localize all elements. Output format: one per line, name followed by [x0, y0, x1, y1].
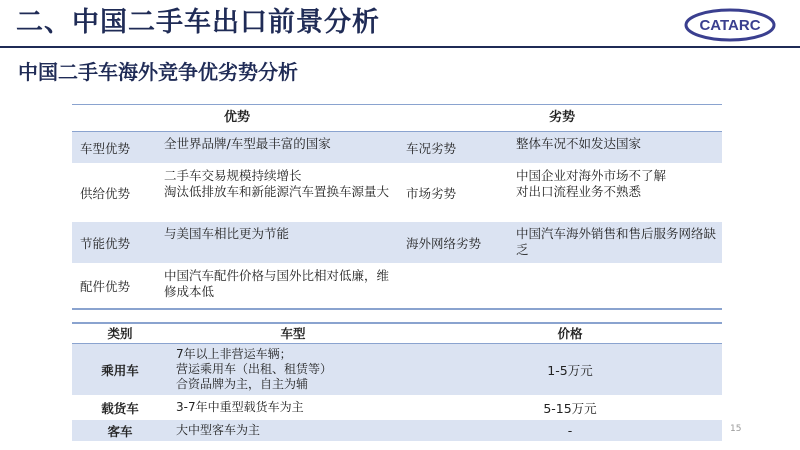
advantage-text: 全世界品牌/车型最丰富的国家 — [164, 136, 331, 151]
disadvantage-text — [508, 264, 722, 307]
comparison-row — [72, 164, 722, 222]
category-table — [72, 322, 722, 442]
disadvantage-text: 中国汽车海外销售和售后服务网络缺乏 — [516, 226, 717, 257]
category-row — [72, 420, 722, 442]
comparison-row — [72, 264, 722, 308]
category-row — [72, 396, 722, 420]
disadvantage-label — [398, 264, 508, 307]
disadvantage-text: 整体车况不如发达国家 — [516, 136, 642, 151]
header-price: 价格 — [557, 326, 583, 341]
catarc-logo — [684, 8, 776, 42]
category-price: 1-5万元 — [547, 362, 593, 378]
advantage-text: 中国汽车配件价格与国外比相对低廉，维修成本低 — [164, 268, 390, 299]
comparison-bottom-rule — [72, 308, 722, 310]
comparison-row — [72, 132, 722, 164]
page-number: 15 — [730, 424, 742, 434]
advantage-header: 优势 — [223, 110, 250, 125]
category-type: 乘用车 — [101, 362, 139, 378]
category-models: 3-7年中重型载货车为主 — [176, 400, 304, 414]
logo-text: CATARC — [699, 17, 761, 34]
comparison-row — [72, 222, 722, 264]
comparison-header — [72, 104, 722, 132]
disadvantage-header: 劣势 — [548, 110, 575, 125]
disadvantage-text: 中国企业对海外市场不了解 对出口流程业务不熟悉 — [516, 168, 667, 199]
category-models: 大中型客车为主 — [176, 423, 261, 437]
disadvantage-label: 市场劣势 — [406, 185, 457, 201]
title-rule — [0, 46, 800, 48]
advantage-text: 与美国车相比更为节能 — [164, 226, 290, 241]
category-type: 客车 — [107, 423, 133, 439]
advantage-label: 供给优势 — [80, 185, 131, 201]
disadvantage-label: 海外网络劣势 — [406, 235, 482, 251]
header-model: 车型 — [280, 326, 306, 341]
page-title: 二、中国二手车出口前景分析 — [16, 7, 380, 38]
category-type: 载货车 — [101, 400, 139, 416]
advantage-text: 二手车交易规模持续增长 淘汰低排放车和新能源汽车置换车源量大 — [164, 168, 390, 199]
category-row — [72, 344, 722, 396]
comparison-table — [72, 104, 722, 310]
advantage-label: 节能优势 — [80, 235, 131, 251]
category-header — [72, 322, 722, 344]
category-price: 5-15万元 — [543, 400, 597, 416]
header-category: 类别 — [107, 326, 133, 341]
disadvantage-label: 车况劣势 — [406, 140, 457, 156]
advantage-label: 配件优势 — [80, 278, 131, 294]
category-price: - — [567, 423, 573, 438]
section-subtitle: 中国二手车海外竞争优劣势分析 — [18, 60, 298, 84]
advantage-label: 车型优势 — [80, 140, 131, 156]
category-models: 7年以上非营运车辆； 营运乘用车（出租、租赁等） 合资品牌为主，自主为辅 — [176, 347, 333, 391]
